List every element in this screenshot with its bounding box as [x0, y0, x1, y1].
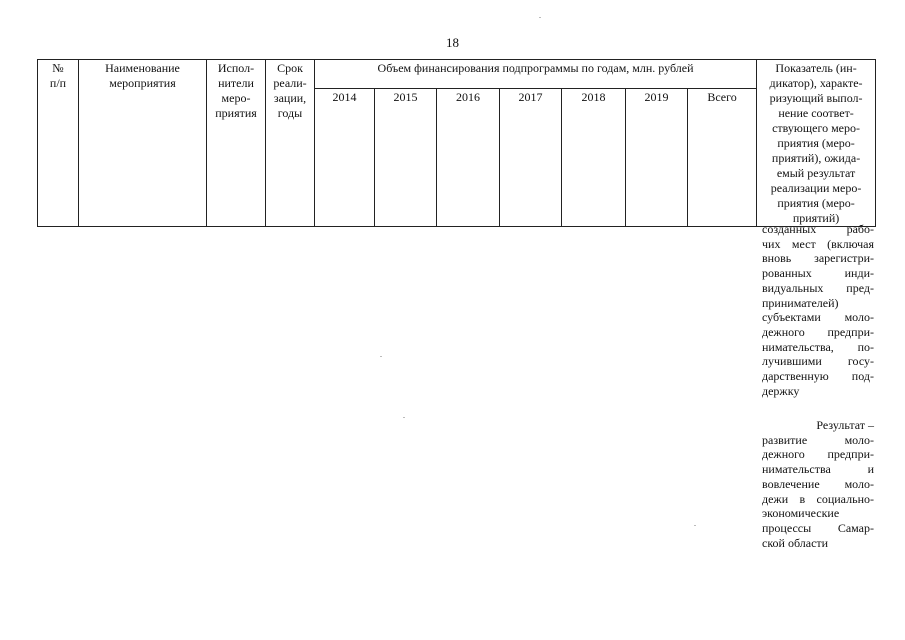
text-line: нители	[218, 76, 254, 90]
header-num-text	[40, 61, 76, 91]
text-line: приятия (меро-	[777, 196, 855, 210]
year-2014: 2014	[315, 89, 375, 227]
text-line: Наименование	[105, 61, 180, 75]
text-line: приятия	[215, 106, 257, 120]
text-line: Испол-	[217, 61, 255, 75]
text-line: реали-	[273, 76, 307, 90]
text-line: дежного предпри-	[762, 324, 874, 339]
text-line: видуальных пред-	[762, 280, 874, 295]
text-line: лучившими госу-	[762, 354, 874, 369]
text-line: мероприятия	[109, 76, 176, 90]
text-line: принимателей)	[762, 295, 839, 310]
header-num	[38, 60, 79, 227]
text-line: процессы Самар-	[762, 520, 874, 535]
text-line: п/п	[49, 76, 67, 90]
result-description	[762, 418, 874, 550]
text-line: держку	[762, 383, 800, 398]
header-term-text	[268, 61, 312, 121]
header-funding: Объем финансирования подпрограммы по годам, млн. рублей	[315, 60, 757, 89]
text-line: субъектами моло-	[762, 310, 874, 325]
header-term	[266, 60, 315, 227]
page-number: 18	[446, 35, 459, 50]
text-line: созданных рабо-	[762, 222, 874, 236]
text-line: дежи в социально-	[762, 491, 874, 506]
text-line: ризующий выпол-	[769, 91, 863, 105]
text-line: рованных инди-	[762, 266, 874, 281]
text-line: Результат –	[816, 418, 874, 432]
text-line: экономические	[762, 506, 840, 521]
text-line: №	[52, 61, 64, 75]
text-line: нимательства и	[762, 462, 874, 477]
text-line: вовлечение моло-	[762, 476, 874, 491]
header-name	[79, 60, 207, 227]
scan-speck	[694, 525, 696, 526]
header-executors-text	[209, 61, 263, 121]
text-line: годы	[277, 106, 303, 120]
year-2019: 2019	[626, 89, 688, 227]
text-line: дикатор), характе-	[769, 76, 863, 90]
text-line: нение соответ-	[778, 106, 854, 120]
header-indicator-text	[759, 61, 873, 226]
funding-table	[37, 59, 876, 227]
year-total: Всего	[688, 89, 757, 227]
scan-speck	[539, 17, 541, 18]
text-line: развитие моло-	[762, 432, 874, 447]
text-line: реализации меро-	[770, 181, 862, 195]
header-indicator	[757, 60, 876, 227]
text-line: емый результат	[776, 166, 856, 180]
header-name-text	[81, 61, 204, 91]
year-2016: 2016	[437, 89, 500, 227]
text-line: чих мест (включая	[762, 236, 874, 251]
text-line: Срок	[277, 61, 303, 75]
text-line: приятий), ожида-	[771, 151, 861, 165]
text-line: вновь зарегистри-	[762, 251, 874, 266]
year-2015: 2015	[375, 89, 437, 227]
text-line: приятия (меро-	[777, 136, 855, 150]
text-line: зации,	[273, 91, 307, 105]
text-line: дарственную под-	[762, 369, 874, 384]
text-line: приятий)	[792, 211, 840, 225]
year-2018: 2018	[562, 89, 626, 227]
text-line: нимательства, по-	[762, 339, 874, 354]
text-line: меро-	[221, 91, 251, 105]
header-executors	[207, 60, 266, 227]
text-line: дежного предпри-	[762, 447, 874, 462]
text-line: ствующего меро-	[772, 121, 861, 135]
scan-speck	[380, 356, 382, 357]
scan-speck	[403, 417, 405, 418]
text-line: Показатель (ин-	[775, 61, 857, 75]
year-2017: 2017	[500, 89, 562, 227]
indicator-continuation	[762, 222, 874, 398]
text-line: ской области	[762, 535, 829, 550]
